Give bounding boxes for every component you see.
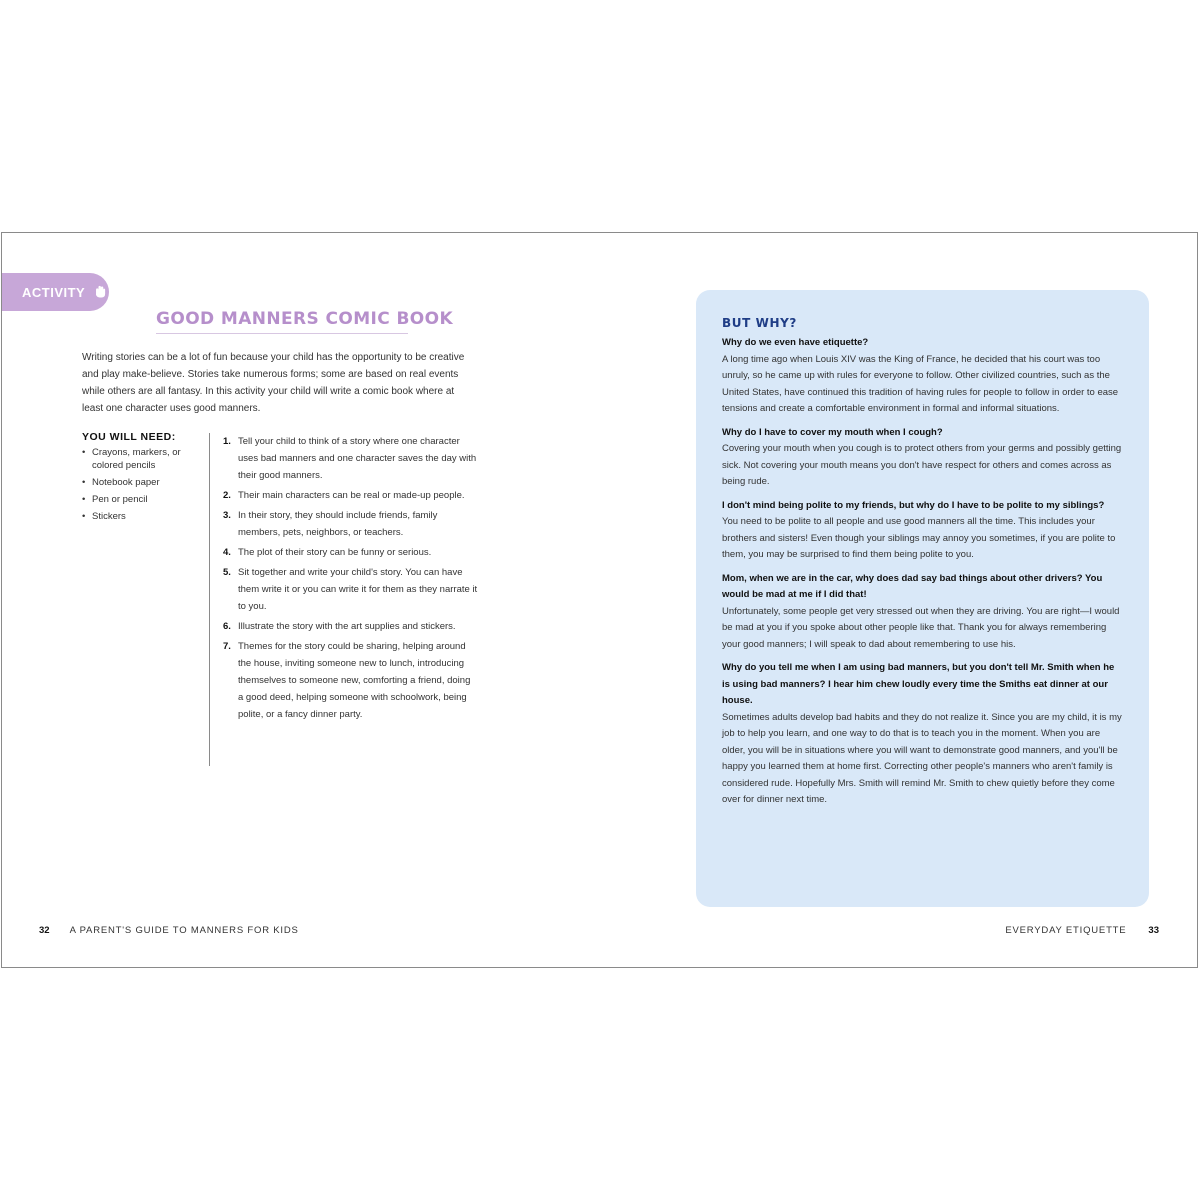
supply-item: • Stickers — [82, 510, 192, 523]
activity-tab — [2, 273, 109, 311]
running-head-right: EVERYDAY ETIQUETTE — [1005, 925, 1127, 936]
step-text: In their story, they should include friends, family members, pets, neighbors, or teachers. — [238, 510, 438, 538]
step-item — [223, 544, 478, 561]
hand-icon — [93, 279, 109, 305]
step-item — [223, 507, 478, 541]
question: Why do we even have etiquette? — [722, 337, 869, 348]
step-number: 4. — [223, 547, 231, 558]
answer: You need to be polite to all people and use good manners all the time. This includes your brothers and sisters! Even though your siblings may annoy you sometimes, if you are polite to them, you may be surprised to find them being polite to you. — [722, 516, 1116, 560]
question: Mom, when we are in the car, why does dad say bad things about other drivers? You would be mad at me if I did that! — [722, 572, 1103, 600]
intro-paragraph: Writing stories can be a lot of fun because your child has the opportunity to be creative and play make-believe. Stories take numerous forms; some are based on real events while others are all fantasy. In this activity your child will write a comic book where at least one character uses good manners. — [82, 352, 465, 414]
answer: Covering your mouth when you cough is to protect others from your germs and possibly getting sick. Not covering your mouth means you don't have respect for others and comes across as being rude. — [722, 443, 1122, 487]
column-divider — [209, 433, 210, 766]
activity-title: GOOD MANNERS COMIC BOOK — [156, 309, 408, 334]
question: I don't mind being polite to my friends, but why do I have to be polite to my siblings? — [722, 499, 1105, 511]
step-number: 2. — [223, 490, 231, 501]
left-footer — [39, 925, 299, 936]
step-text: Their main characters can be real or made-up people. — [238, 490, 465, 501]
answer: A long time ago when Louis XIV was the King of France, he decided that his court was too unruly, so he came up with rules for everyone to follow. Other civilized countries, such as the United States, have continued this tradition of having rules for people to follow in order to ease tensions and create a comfortable environment in formal and informal situations. — [722, 353, 1119, 414]
answer: Unfortunately, some people get very stressed out when they are driving. You are right—I would be mad at you if you spoke about other people like that. Thank you for always remembering your good manners; I will speak to dad about remembering to use his. — [722, 605, 1120, 650]
qa-item — [722, 660, 1123, 809]
step-number: 7. — [223, 641, 231, 652]
step-number: 3. — [223, 510, 231, 521]
answer: Sometimes adults develop bad habits and they do not realize it. Since you are my child, it is my job to help you learn, and one way to do that is to teach you in the moment. When you are older, you will be in situations where you will want to demonstrate good manners, and you'll be happy you learned them at home first. Correcting other people's manners who aren't family is considered rude. Hopefully Mrs. Smith will remind Mr. Smith to chew quietly before they come over for dinner next time. — [722, 711, 1122, 805]
step-text: The plot of their story can be funny or serious. — [238, 547, 432, 558]
page-number-right: 33 — [1148, 925, 1159, 936]
sidebar-heading: BUT WHY? — [722, 316, 797, 330]
step-text: Tell your child to think of a story where one character uses bad manners and one character saves the day with their good manners. — [238, 436, 477, 481]
running-head-left: A PARENT'S GUIDE TO MANNERS FOR KIDS — [69, 925, 299, 936]
supply-item: • Pen or pencil — [82, 493, 192, 506]
activity-tab-label: ACTIVITY — [22, 284, 86, 300]
step-text: Illustrate the story with the art supplies and stickers. — [238, 621, 456, 632]
step-item — [223, 638, 478, 723]
book-spread — [1, 232, 1198, 968]
question: Why do you tell me when I am using bad manners, but you don't tell Mr. Smith when he is using bad manners? I hear him chew loudly every time the Smiths eat dinner at our house. — [722, 662, 1115, 706]
right-footer — [1005, 925, 1159, 936]
supplies-heading: YOU WILL NEED: — [82, 431, 176, 443]
step-number: 6. — [223, 621, 231, 632]
step-text: Sit together and write your child's story. You can have them write it or you can write it for them as they narrate it to you. — [238, 567, 478, 612]
step-item — [223, 618, 478, 635]
step-number: 1. — [223, 436, 231, 447]
supply-item: • Crayons, markers, or colored pencils — [82, 446, 192, 472]
supply-item: • Notebook paper — [82, 476, 192, 489]
page-number-left: 32 — [39, 925, 50, 936]
qa-item — [722, 571, 1123, 654]
step-item — [223, 487, 478, 504]
but-why-sidebar — [696, 290, 1149, 907]
step-item — [223, 433, 478, 484]
steps-list — [223, 433, 478, 726]
question: Why do I have to cover my mouth when I cough? — [722, 426, 943, 438]
step-text: Themes for the story could be sharing, helping around the house, inviting someone new to lunch, introducing themselves to someone new, comforting a friend, doing a good deed, helping someone with schoolwork, being polite, or a fancy dinner party. — [238, 641, 471, 720]
qa-item — [722, 498, 1123, 564]
step-item — [223, 564, 478, 615]
qa-item — [722, 335, 1123, 418]
supplies-list — [82, 431, 192, 527]
step-number: 5. — [223, 567, 231, 578]
qa-item — [722, 425, 1123, 491]
